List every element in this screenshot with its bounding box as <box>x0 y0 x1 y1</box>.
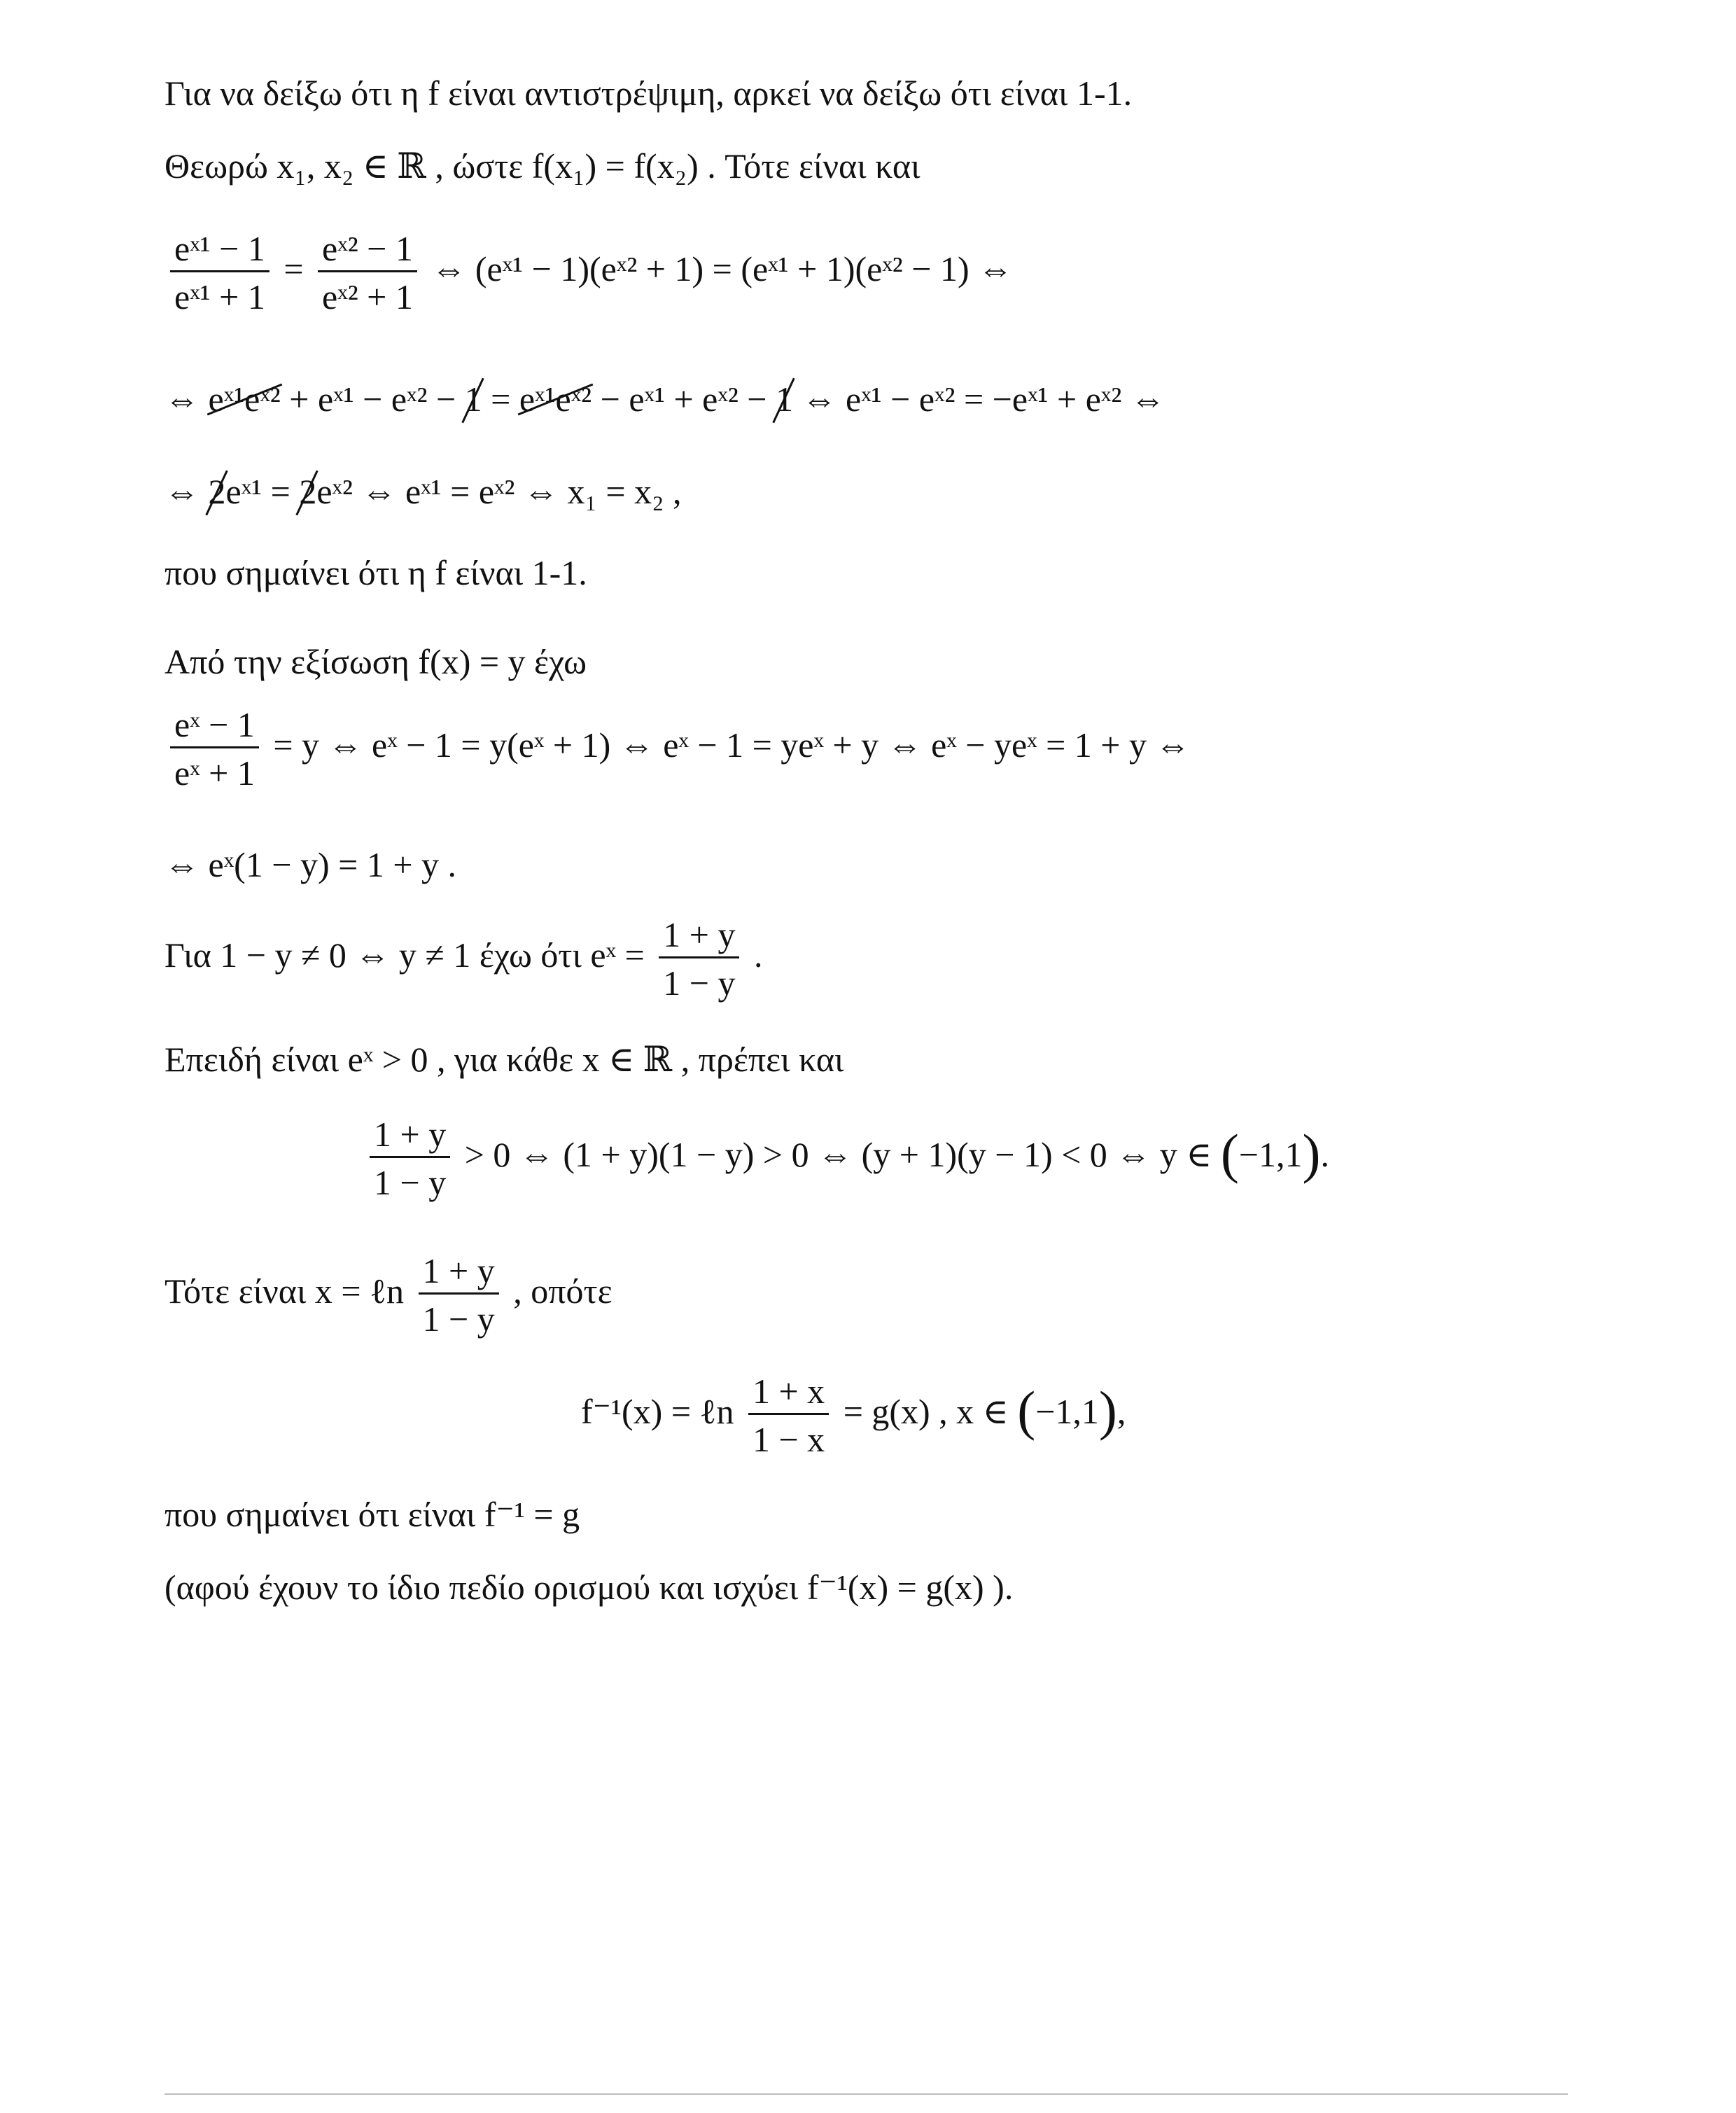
for-y-num: 1 + y <box>659 917 739 958</box>
for-y-text: Για 1 − y ≠ 0 ⇔ y ≠ 1 έχω ότι eˣ = <box>164 935 645 975</box>
consider-mid: , ώστε <box>435 146 524 186</box>
for-y-fraction <box>659 915 739 1003</box>
consider-line <box>164 146 920 186</box>
eq1-rhs-den: eˣ² + 1 <box>322 277 413 316</box>
eq2-cancelled-one-left: 1 <box>464 379 482 419</box>
inverse-tail: , <box>1116 1391 1126 1431</box>
conclusion-reason: (αφού έχουν το ίδιο πεδίο ορισμού και ισχύει f⁻¹(x) = g(x) ). <box>164 1568 1014 1607</box>
inverse-right-paren: ) <box>1098 1379 1117 1441</box>
equation-4 <box>164 705 1191 793</box>
eq3-part-b: eˣ¹ = <box>225 472 290 511</box>
eq4-den: eˣ + 1 <box>174 753 255 793</box>
eq2-cancelled-term-right: eˣ¹eˣ² <box>519 379 592 419</box>
eq1-lhs-den: eˣ¹ + 1 <box>174 277 265 316</box>
consider-cond: f(x₁) = f(x₂) <box>531 146 699 186</box>
equation-2 <box>164 379 1166 419</box>
inverse-rest: = g(x) , x ∈ <box>843 1391 1009 1431</box>
inverse-lhs: f⁻¹(x) = ℓn <box>581 1391 734 1431</box>
ineq-den: 1 − y <box>374 1163 447 1202</box>
then-den: 1 − y <box>422 1299 495 1339</box>
equation-1 <box>164 231 1013 314</box>
then-text: Τότε είναι x = ℓn <box>164 1271 405 1311</box>
eq3-part-d: eˣ² ⇔ eˣ¹ = eˣ² ⇔ x₁ = x₂ , <box>316 472 682 511</box>
eq2-cancelled-one-right: 1 <box>776 379 794 419</box>
conclusion-inverse: που σημαίνει ότι είναι f⁻¹ = g <box>164 1495 580 1534</box>
ineq-interval: −1,1 <box>1238 1134 1303 1174</box>
inverse-left-paren: ( <box>1017 1379 1036 1441</box>
then-line <box>164 1253 612 1337</box>
ineq-num: 1 + y <box>370 1117 450 1158</box>
then-tail: , οπότε <box>513 1271 612 1311</box>
consider-word: Θεωρώ <box>164 146 268 186</box>
inverse-interval: −1,1 <box>1035 1391 1099 1431</box>
consider-vars: x₁, x₂ ∈ ℝ <box>276 146 426 186</box>
ineq-right-paren: ) <box>1302 1122 1321 1184</box>
from-equation-text: Από την εξίσωση f(x) = y έχω <box>164 642 587 681</box>
inverse-den: 1 − x <box>752 1420 825 1459</box>
eq2-equals: = <box>491 379 511 419</box>
eq4-fraction <box>170 705 259 793</box>
then-num: 1 + y <box>419 1253 499 1295</box>
eq1-lhs-num: eˣ¹ − 1 <box>170 231 270 272</box>
eq1-rhs-fraction <box>318 231 417 314</box>
eq1-rest: ⇔ (eˣ¹ − 1)(eˣ² + 1) = (eˣ¹ + 1)(eˣ² − 1) ⇔ <box>431 249 1014 288</box>
eq4-rest: = y ⇔ eˣ − 1 = y(eˣ + 1) ⇔ eˣ − 1 = yeˣ + y ⇔ eˣ − yeˣ = 1 + y ⇔ <box>273 725 1191 765</box>
eq2-part-6: − eˣ¹ + eˣ² − <box>600 379 767 419</box>
eq3-lead: ⇔ <box>164 472 200 511</box>
eq2-part-2: + eˣ¹ − eˣ² − <box>289 379 456 419</box>
inverse-num: 1 + x <box>748 1374 829 1415</box>
equation-5: ⇔ eˣ(1 − y) = 1 + y . <box>164 845 457 884</box>
eq4-num: eˣ − 1 <box>170 707 259 748</box>
eq2-cancelled-term-left: eˣ¹eˣ² <box>208 379 281 419</box>
since-line: Επειδή είναι eˣ > 0 , για κάθε x ∈ ℝ , πρέπει και <box>164 1040 844 1079</box>
ineq-fraction <box>370 1117 450 1200</box>
then-fraction <box>419 1253 499 1337</box>
eq1-rhs-num: eˣ² − 1 <box>318 231 417 272</box>
consider-tail: . Τότε είναι και <box>707 146 920 186</box>
equation-3 <box>164 474 682 509</box>
ineq-tail: . <box>1320 1134 1329 1174</box>
inverse-fraction <box>748 1374 829 1457</box>
for-y-tail: . <box>753 935 763 975</box>
for-y-line <box>164 915 763 1003</box>
eq1-lhs-fraction <box>170 231 270 314</box>
eq1-equals: = <box>284 249 304 288</box>
eq3-cancelled-two-left: 2 <box>208 472 226 511</box>
conclusion-one-to-one: που σημαίνει ότι η f είναι 1-1. <box>164 553 587 592</box>
eq3-cancelled-two-right: 2 <box>299 472 317 511</box>
inverse-line <box>581 1374 1126 1457</box>
for-y-den: 1 − y <box>663 963 736 1003</box>
eq2-part-8: ⇔ eˣ¹ − eˣ² = −eˣ¹ + eˣ² ⇔ <box>802 379 1166 419</box>
ineq-left-paren: ( <box>1220 1122 1239 1184</box>
inequality-line <box>364 1117 1329 1200</box>
ineq-rest: > 0 ⇔ (1 + y)(1 − y) > 0 ⇔ (y + 1)(y − 1) < 0 ⇔ y ∈ <box>464 1134 1212 1174</box>
footer-rule <box>164 2093 1568 2095</box>
eq2-lead: ⇔ <box>164 379 200 419</box>
intro-text: Για να δείξω ότι η f είναι αντιστρέψιμη, αρκεί να δείξω ότι είναι 1-1. <box>164 74 1133 113</box>
